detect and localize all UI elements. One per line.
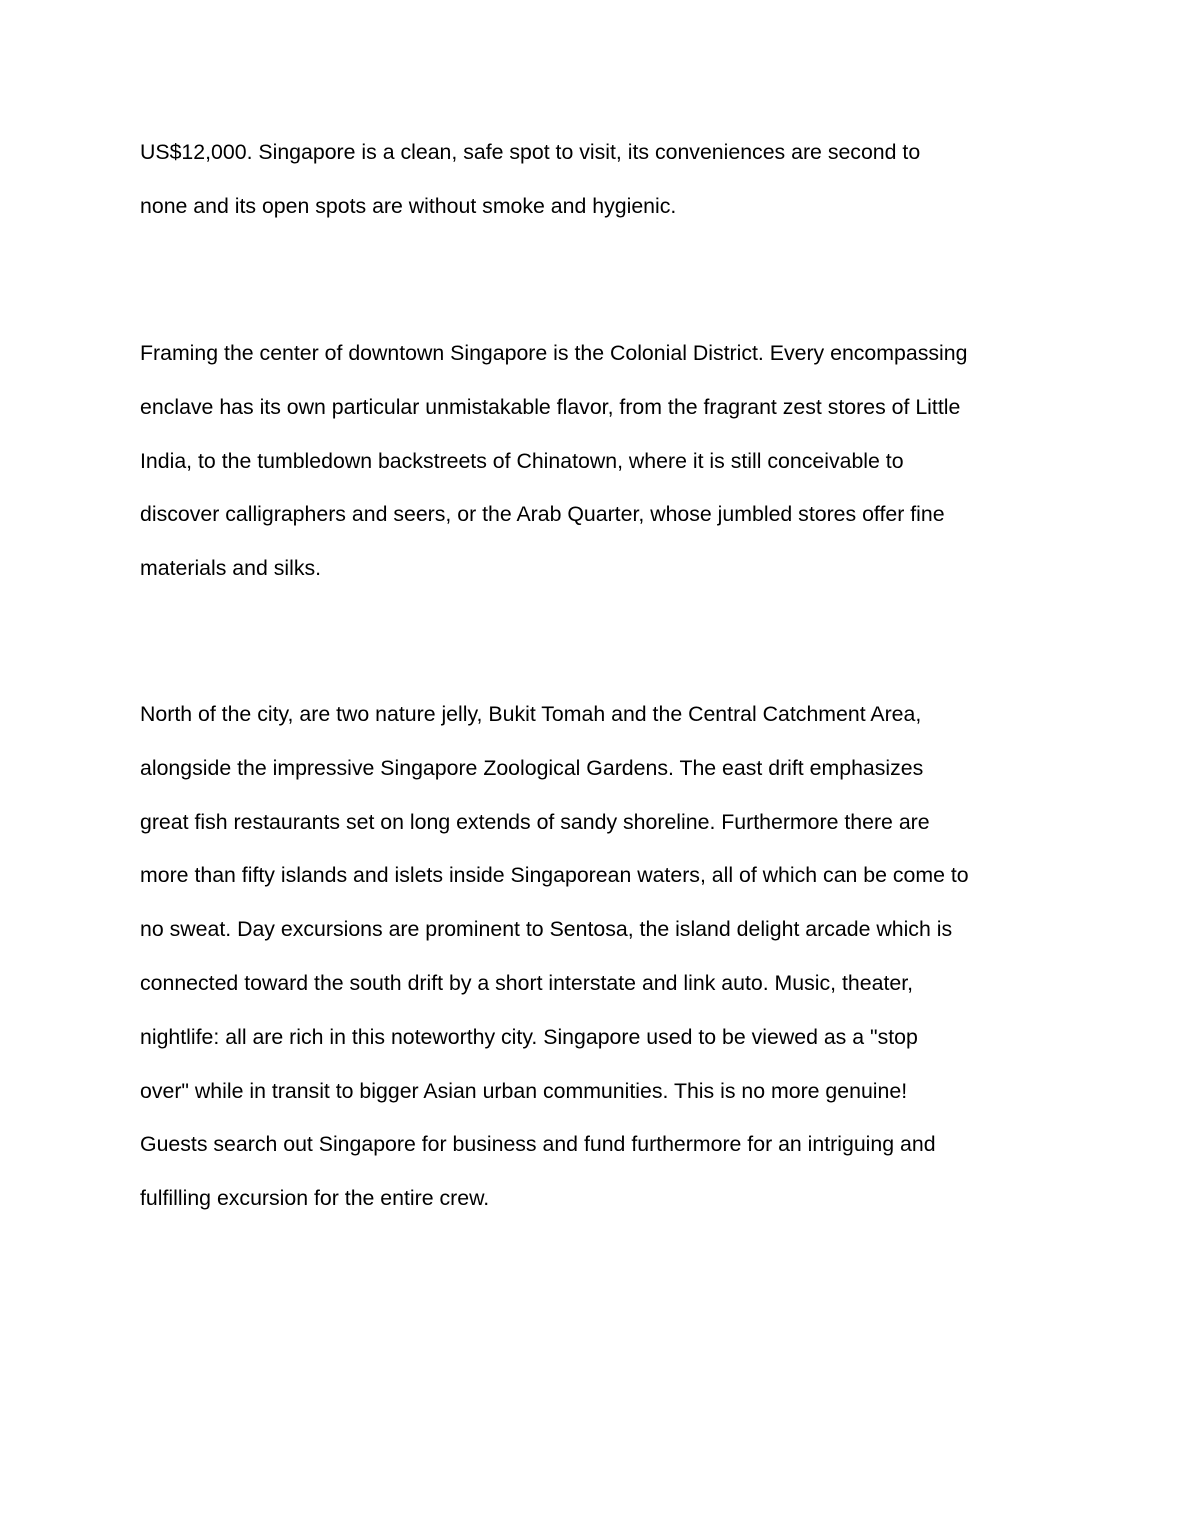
paragraph-line: materials and silks. [140, 556, 322, 581]
paragraph-line: India, to the tumbledown backstreets of Chinatown, where it is still conceivable to [140, 448, 904, 473]
paragraph-3 [140, 688, 1055, 1226]
paragraph-line: Framing the center of downtown Singapore is the Colonial District. Every encompassing [140, 341, 968, 365]
paragraph-line: connected toward the south drift by a short interstate and link auto. Music, theater, [140, 970, 914, 995]
paragraph-1 [140, 126, 1055, 234]
paragraph-line: nightlife: all are rich in this noteworthy city. Singapore used to be viewed as a "stop [140, 1024, 918, 1049]
paragraph-line: enclave has its own particular unmistakable flavor, from the fragrant zest stores of Little [140, 394, 961, 419]
paragraph-line: Guests search out Singapore for business and fund furthermore for an intriguing and [140, 1132, 936, 1157]
paragraph-line: discover calligraphers and seers, or the Arab Quarter, whose jumbled stores offer fine [140, 502, 945, 527]
paragraph-line: none and its open spots are without smoke and hygienic. [140, 193, 677, 218]
paragraph-line: US$12,000. Singapore is a clean, safe spot to visit, its conveniences are second to [140, 140, 921, 164]
paragraph-2 [140, 327, 1055, 596]
paragraph-line: great fish restaurants set on long extends of sandy shoreline. Furthermore there are [140, 809, 930, 834]
paragraph-line: North of the city, are two nature jelly, Bukit Tomah and the Central Catchment Area, [140, 702, 922, 726]
paragraph-line: fulfilling excursion for the entire crew. [140, 1186, 490, 1211]
paragraph-line: alongside the impressive Singapore Zoological Gardens. The east drift emphasizes [140, 755, 924, 780]
paragraph-line: more than fifty islands and islets inside Singaporean waters, all of which can be come to [140, 863, 969, 888]
paragraph-line: no sweat. Day excursions are prominent to Sentosa, the island delight arcade which is [140, 917, 953, 942]
paragraph-line: over" while in transit to bigger Asian urban communities. This is no more genuine! [140, 1078, 908, 1103]
